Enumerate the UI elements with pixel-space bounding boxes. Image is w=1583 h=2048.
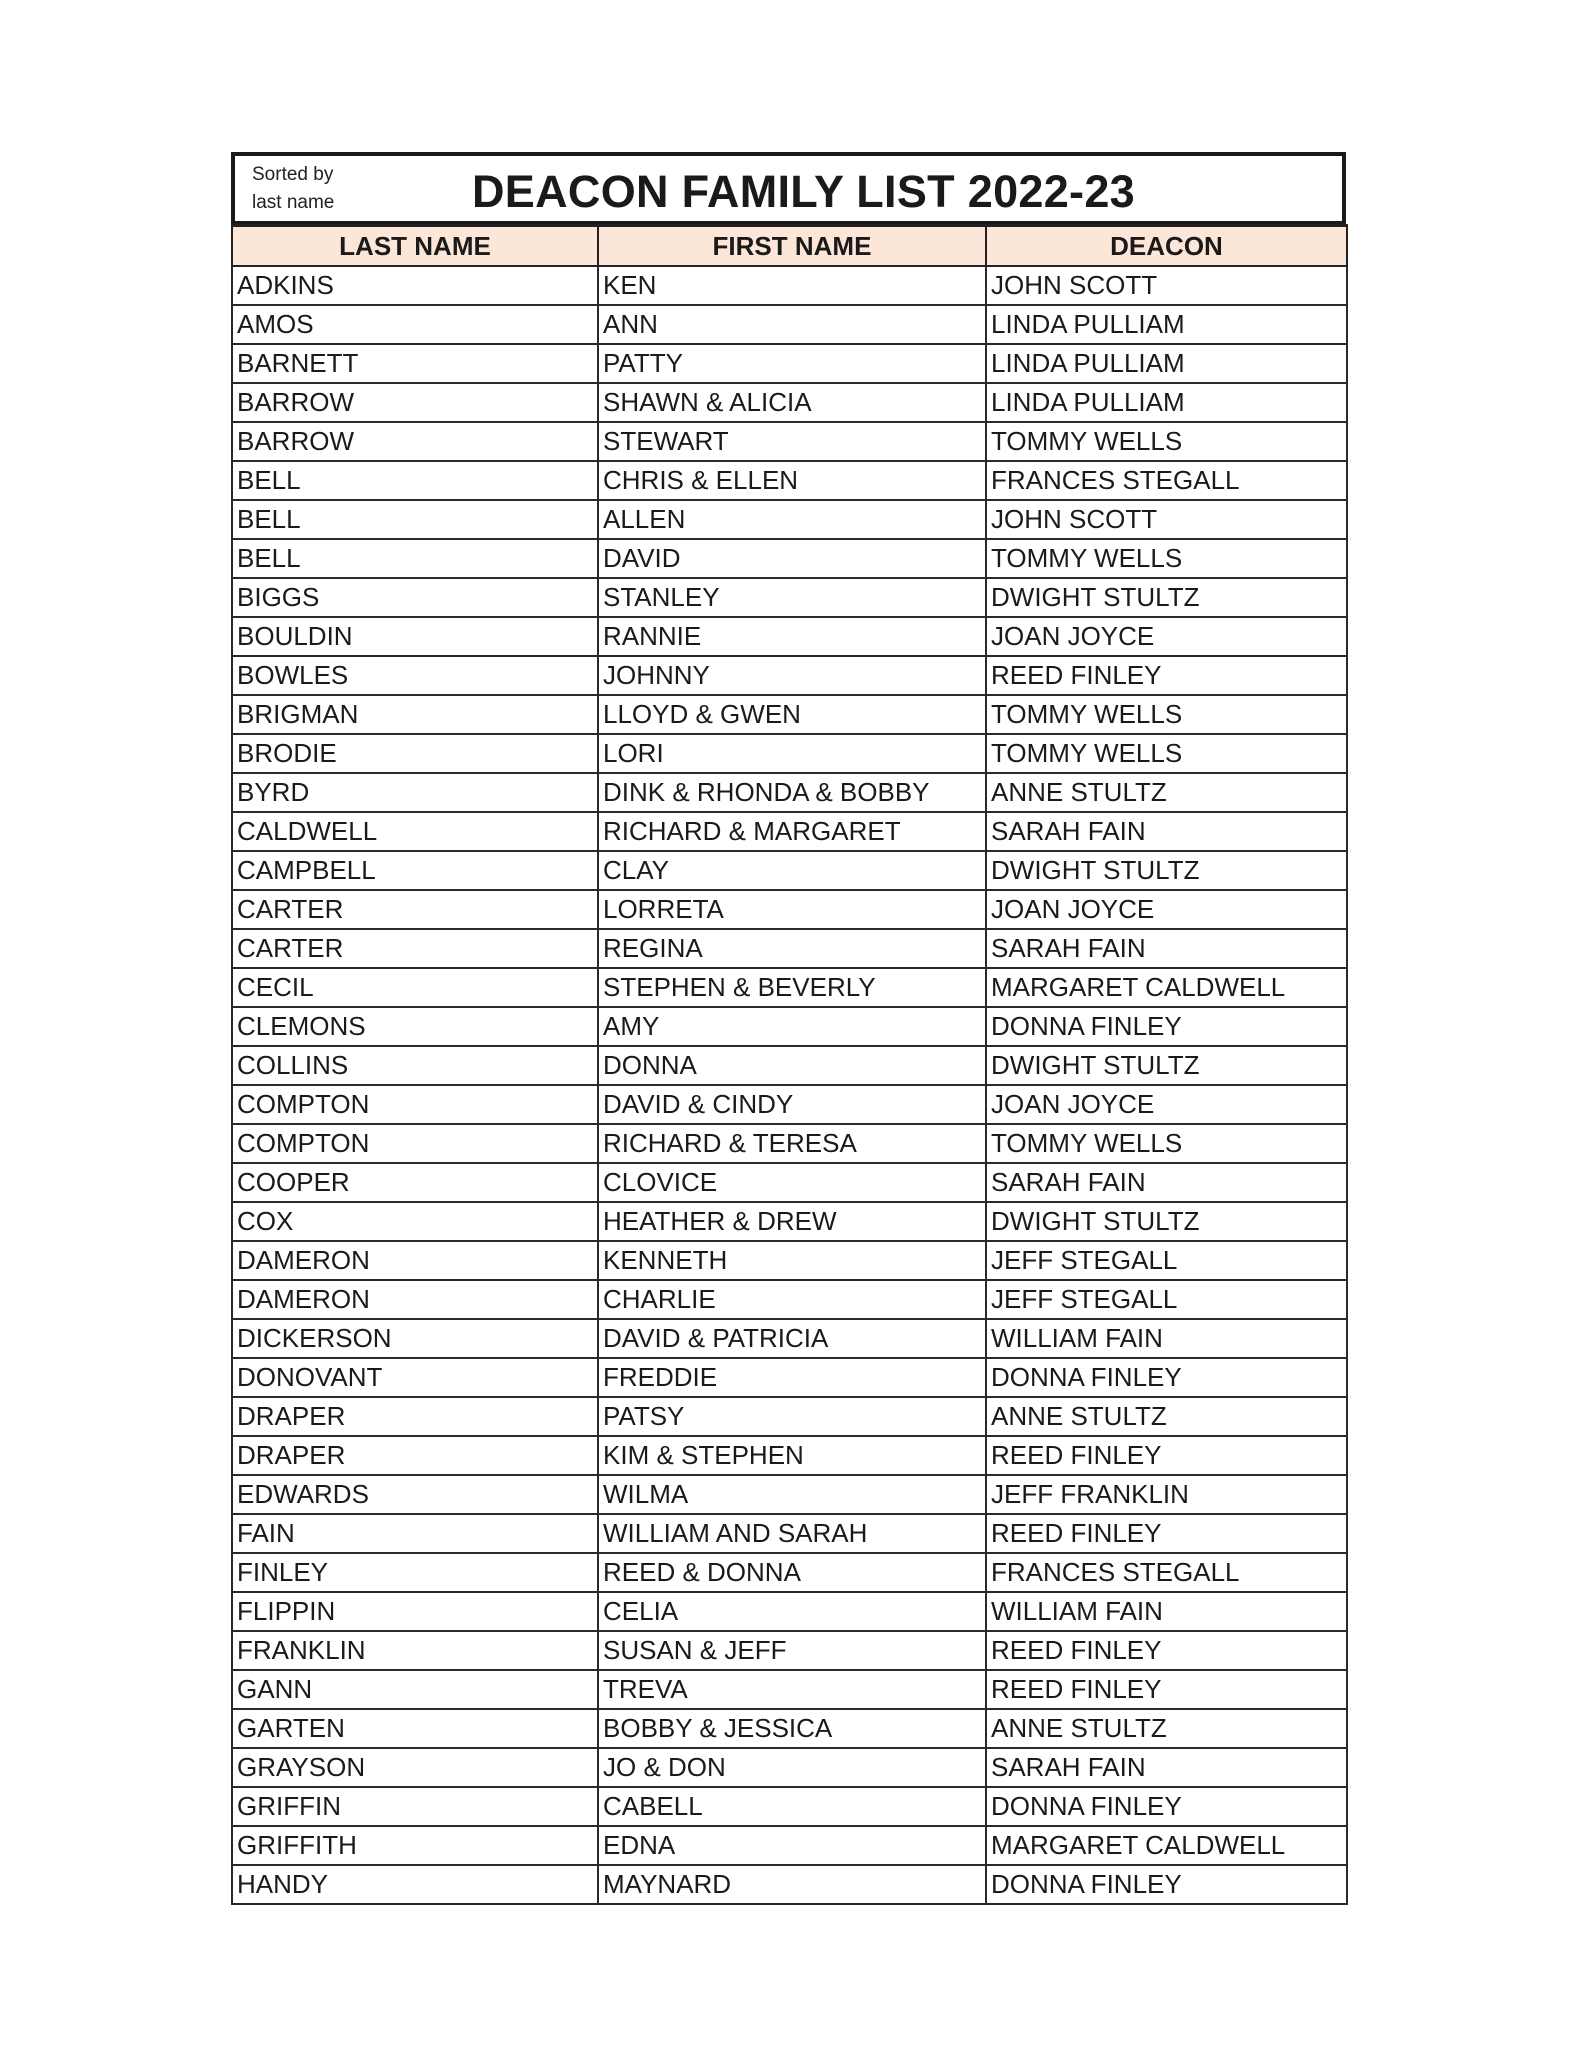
title-box <box>231 152 1346 224</box>
deacon-cell: SARAH FAIN <box>986 929 1347 968</box>
table-row <box>232 1319 1347 1358</box>
first-name-cell: MAYNARD <box>598 1865 986 1904</box>
deacon-cell: DWIGHT STULTZ <box>986 1046 1347 1085</box>
deacon-cell: JOAN JOYCE <box>986 617 1347 656</box>
column-header-last-name: LAST NAME <box>232 226 598 267</box>
first-name-cell: KENNETH <box>598 1241 986 1280</box>
first-name-cell: TREVA <box>598 1670 986 1709</box>
first-name-cell: CHRIS & ELLEN <box>598 461 986 500</box>
table-row <box>232 1241 1347 1280</box>
last-name-cell: GANN <box>232 1670 598 1709</box>
last-name-cell: FLIPPIN <box>232 1592 598 1631</box>
table-row <box>232 1397 1347 1436</box>
family-table <box>231 224 1348 1905</box>
deacon-cell: WILLIAM FAIN <box>986 1592 1347 1631</box>
table-row <box>232 383 1347 422</box>
last-name-cell: DICKERSON <box>232 1319 598 1358</box>
table-row <box>232 500 1347 539</box>
last-name-cell: FAIN <box>232 1514 598 1553</box>
deacon-cell: TOMMY WELLS <box>986 734 1347 773</box>
table-row <box>232 1514 1347 1553</box>
deacon-cell: JEFF FRANKLIN <box>986 1475 1347 1514</box>
last-name-cell: GRAYSON <box>232 1748 598 1787</box>
deacon-cell: DONNA FINLEY <box>986 1865 1347 1904</box>
first-name-cell: KIM & STEPHEN <box>598 1436 986 1475</box>
first-name-cell: CABELL <box>598 1787 986 1826</box>
deacon-cell: REED FINLEY <box>986 656 1347 695</box>
last-name-cell: CAMPBELL <box>232 851 598 890</box>
last-name-cell: DONOVANT <box>232 1358 598 1397</box>
last-name-cell: DRAPER <box>232 1397 598 1436</box>
table-row <box>232 305 1347 344</box>
column-header-first-name: FIRST NAME <box>598 226 986 267</box>
first-name-cell: LLOYD & GWEN <box>598 695 986 734</box>
table-row <box>232 1865 1347 1904</box>
first-name-cell: HEATHER & DREW <box>598 1202 986 1241</box>
last-name-cell: HANDY <box>232 1865 598 1904</box>
last-name-cell: BRODIE <box>232 734 598 773</box>
last-name-cell: BARROW <box>232 383 598 422</box>
sorted-note: Sorted by last name <box>252 164 335 213</box>
last-name-cell: GRIFFIN <box>232 1787 598 1826</box>
first-name-cell: CELIA <box>598 1592 986 1631</box>
first-name-cell: JOHNNY <box>598 656 986 695</box>
table-row <box>232 1787 1347 1826</box>
table-row <box>232 578 1347 617</box>
last-name-cell: FINLEY <box>232 1553 598 1592</box>
deacon-cell: LINDA PULLIAM <box>986 383 1347 422</box>
deacon-cell: SARAH FAIN <box>986 1163 1347 1202</box>
table-row <box>232 1748 1347 1787</box>
last-name-cell: BARNETT <box>232 344 598 383</box>
first-name-cell: DONNA <box>598 1046 986 1085</box>
deacon-cell: FRANCES STEGALL <box>986 1553 1347 1592</box>
last-name-cell: CARTER <box>232 929 598 968</box>
deacon-cell: TOMMY WELLS <box>986 1124 1347 1163</box>
last-name-cell: BYRD <box>232 773 598 812</box>
first-name-cell: EDNA <box>598 1826 986 1865</box>
last-name-cell: BELL <box>232 461 598 500</box>
deacon-cell: WILLIAM FAIN <box>986 1319 1347 1358</box>
deacon-cell: DONNA FINLEY <box>986 1007 1347 1046</box>
table-row <box>232 1670 1347 1709</box>
table-row <box>232 1085 1347 1124</box>
last-name-cell: BELL <box>232 539 598 578</box>
first-name-cell: RICHARD & TERESA <box>598 1124 986 1163</box>
deacon-cell: TOMMY WELLS <box>986 539 1347 578</box>
last-name-cell: COX <box>232 1202 598 1241</box>
table-row <box>232 617 1347 656</box>
deacon-cell: TOMMY WELLS <box>986 695 1347 734</box>
column-header-deacon: DEACON <box>986 226 1347 267</box>
first-name-cell: CHARLIE <box>598 1280 986 1319</box>
table-body <box>232 266 1347 1904</box>
table-row <box>232 1631 1347 1670</box>
table-row <box>232 1202 1347 1241</box>
table-row <box>232 1709 1347 1748</box>
last-name-cell: CLEMONS <box>232 1007 598 1046</box>
deacon-cell: DWIGHT STULTZ <box>986 1202 1347 1241</box>
deacon-cell: LINDA PULLIAM <box>986 305 1347 344</box>
first-name-cell: ALLEN <box>598 500 986 539</box>
table-row <box>232 1007 1347 1046</box>
last-name-cell: AMOS <box>232 305 598 344</box>
last-name-cell: BOULDIN <box>232 617 598 656</box>
deacon-cell: MARGARET CALDWELL <box>986 1826 1347 1865</box>
table-row <box>232 422 1347 461</box>
deacon-cell: JOHN SCOTT <box>986 500 1347 539</box>
last-name-cell: BARROW <box>232 422 598 461</box>
deacon-cell: DWIGHT STULTZ <box>986 578 1347 617</box>
table-row <box>232 1046 1347 1085</box>
table-row <box>232 1553 1347 1592</box>
table-row <box>232 1826 1347 1865</box>
deacon-cell: REED FINLEY <box>986 1436 1347 1475</box>
deacon-cell: REED FINLEY <box>986 1670 1347 1709</box>
deacon-cell: SARAH FAIN <box>986 812 1347 851</box>
table-row <box>232 1124 1347 1163</box>
first-name-cell: SUSAN & JEFF <box>598 1631 986 1670</box>
last-name-cell: BELL <box>232 500 598 539</box>
first-name-cell: STEWART <box>598 422 986 461</box>
last-name-cell: DAMERON <box>232 1241 598 1280</box>
deacon-family-list <box>231 152 1346 1905</box>
last-name-cell: COOPER <box>232 1163 598 1202</box>
deacon-cell: ANNE STULTZ <box>986 1397 1347 1436</box>
table-row <box>232 1163 1347 1202</box>
first-name-cell: RICHARD & MARGARET <box>598 812 986 851</box>
first-name-cell: REED & DONNA <box>598 1553 986 1592</box>
deacon-cell: REED FINLEY <box>986 1514 1347 1553</box>
first-name-cell: WILMA <box>598 1475 986 1514</box>
table-row <box>232 851 1347 890</box>
deacon-cell: JOAN JOYCE <box>986 890 1347 929</box>
first-name-cell: KEN <box>598 266 986 305</box>
table-row <box>232 1280 1347 1319</box>
last-name-cell: EDWARDS <box>232 1475 598 1514</box>
deacon-cell: DONNA FINLEY <box>986 1358 1347 1397</box>
table-row <box>232 734 1347 773</box>
deacon-cell: TOMMY WELLS <box>986 422 1347 461</box>
first-name-cell: LORRETA <box>598 890 986 929</box>
table-row <box>232 461 1347 500</box>
deacon-cell: LINDA PULLIAM <box>986 344 1347 383</box>
last-name-cell: ADKINS <box>232 266 598 305</box>
page-title: DEACON FAMILY LIST 2022-23 <box>471 166 1135 217</box>
first-name-cell: REGINA <box>598 929 986 968</box>
first-name-cell: CLAY <box>598 851 986 890</box>
table-row <box>232 929 1347 968</box>
first-name-cell: PATSY <box>598 1397 986 1436</box>
last-name-cell: GARTEN <box>232 1709 598 1748</box>
last-name-cell: BOWLES <box>232 656 598 695</box>
first-name-cell: SHAWN & ALICIA <box>598 383 986 422</box>
first-name-cell: RANNIE <box>598 617 986 656</box>
table-row <box>232 344 1347 383</box>
deacon-cell: ANNE STULTZ <box>986 773 1347 812</box>
deacon-cell: REED FINLEY <box>986 1631 1347 1670</box>
table-row <box>232 266 1347 305</box>
first-name-cell: STEPHEN & BEVERLY <box>598 968 986 1007</box>
table-row <box>232 890 1347 929</box>
deacon-cell: SARAH FAIN <box>986 1748 1347 1787</box>
first-name-cell: WILLIAM AND SARAH <box>598 1514 986 1553</box>
first-name-cell: FREDDIE <box>598 1358 986 1397</box>
last-name-cell: DRAPER <box>232 1436 598 1475</box>
first-name-cell: ANN <box>598 305 986 344</box>
last-name-cell: DAMERON <box>232 1280 598 1319</box>
table-row <box>232 812 1347 851</box>
first-name-cell: AMY <box>598 1007 986 1046</box>
first-name-cell: BOBBY & JESSICA <box>598 1709 986 1748</box>
first-name-cell: STANLEY <box>598 578 986 617</box>
table-row <box>232 1436 1347 1475</box>
last-name-cell: BRIGMAN <box>232 695 598 734</box>
table-row <box>232 773 1347 812</box>
last-name-cell: CECIL <box>232 968 598 1007</box>
table-row <box>232 1358 1347 1397</box>
first-name-cell: DINK & RHONDA & BOBBY <box>598 773 986 812</box>
first-name-cell: DAVID <box>598 539 986 578</box>
first-name-cell: LORI <box>598 734 986 773</box>
table-row <box>232 968 1347 1007</box>
deacon-cell: JEFF STEGALL <box>986 1280 1347 1319</box>
table-row <box>232 695 1347 734</box>
last-name-cell: COMPTON <box>232 1085 598 1124</box>
last-name-cell: COLLINS <box>232 1046 598 1085</box>
deacon-cell: JEFF STEGALL <box>986 1241 1347 1280</box>
header-row <box>232 226 1347 267</box>
first-name-cell: DAVID & CINDY <box>598 1085 986 1124</box>
first-name-cell: PATTY <box>598 344 986 383</box>
last-name-cell: CARTER <box>232 890 598 929</box>
deacon-cell: JOAN JOYCE <box>986 1085 1347 1124</box>
deacon-cell: ANNE STULTZ <box>986 1709 1347 1748</box>
last-name-cell: CALDWELL <box>232 812 598 851</box>
deacon-cell: MARGARET CALDWELL <box>986 968 1347 1007</box>
deacon-cell: FRANCES STEGALL <box>986 461 1347 500</box>
table-row <box>232 656 1347 695</box>
first-name-cell: DAVID & PATRICIA <box>598 1319 986 1358</box>
table-row <box>232 1475 1347 1514</box>
table-row <box>232 1592 1347 1631</box>
first-name-cell: JO & DON <box>598 1748 986 1787</box>
last-name-cell: FRANKLIN <box>232 1631 598 1670</box>
last-name-cell: BIGGS <box>232 578 598 617</box>
first-name-cell: CLOVICE <box>598 1163 986 1202</box>
last-name-cell: COMPTON <box>232 1124 598 1163</box>
deacon-cell: DONNA FINLEY <box>986 1787 1347 1826</box>
deacon-cell: DWIGHT STULTZ <box>986 851 1347 890</box>
last-name-cell: GRIFFITH <box>232 1826 598 1865</box>
deacon-cell: JOHN SCOTT <box>986 266 1347 305</box>
table-row <box>232 539 1347 578</box>
